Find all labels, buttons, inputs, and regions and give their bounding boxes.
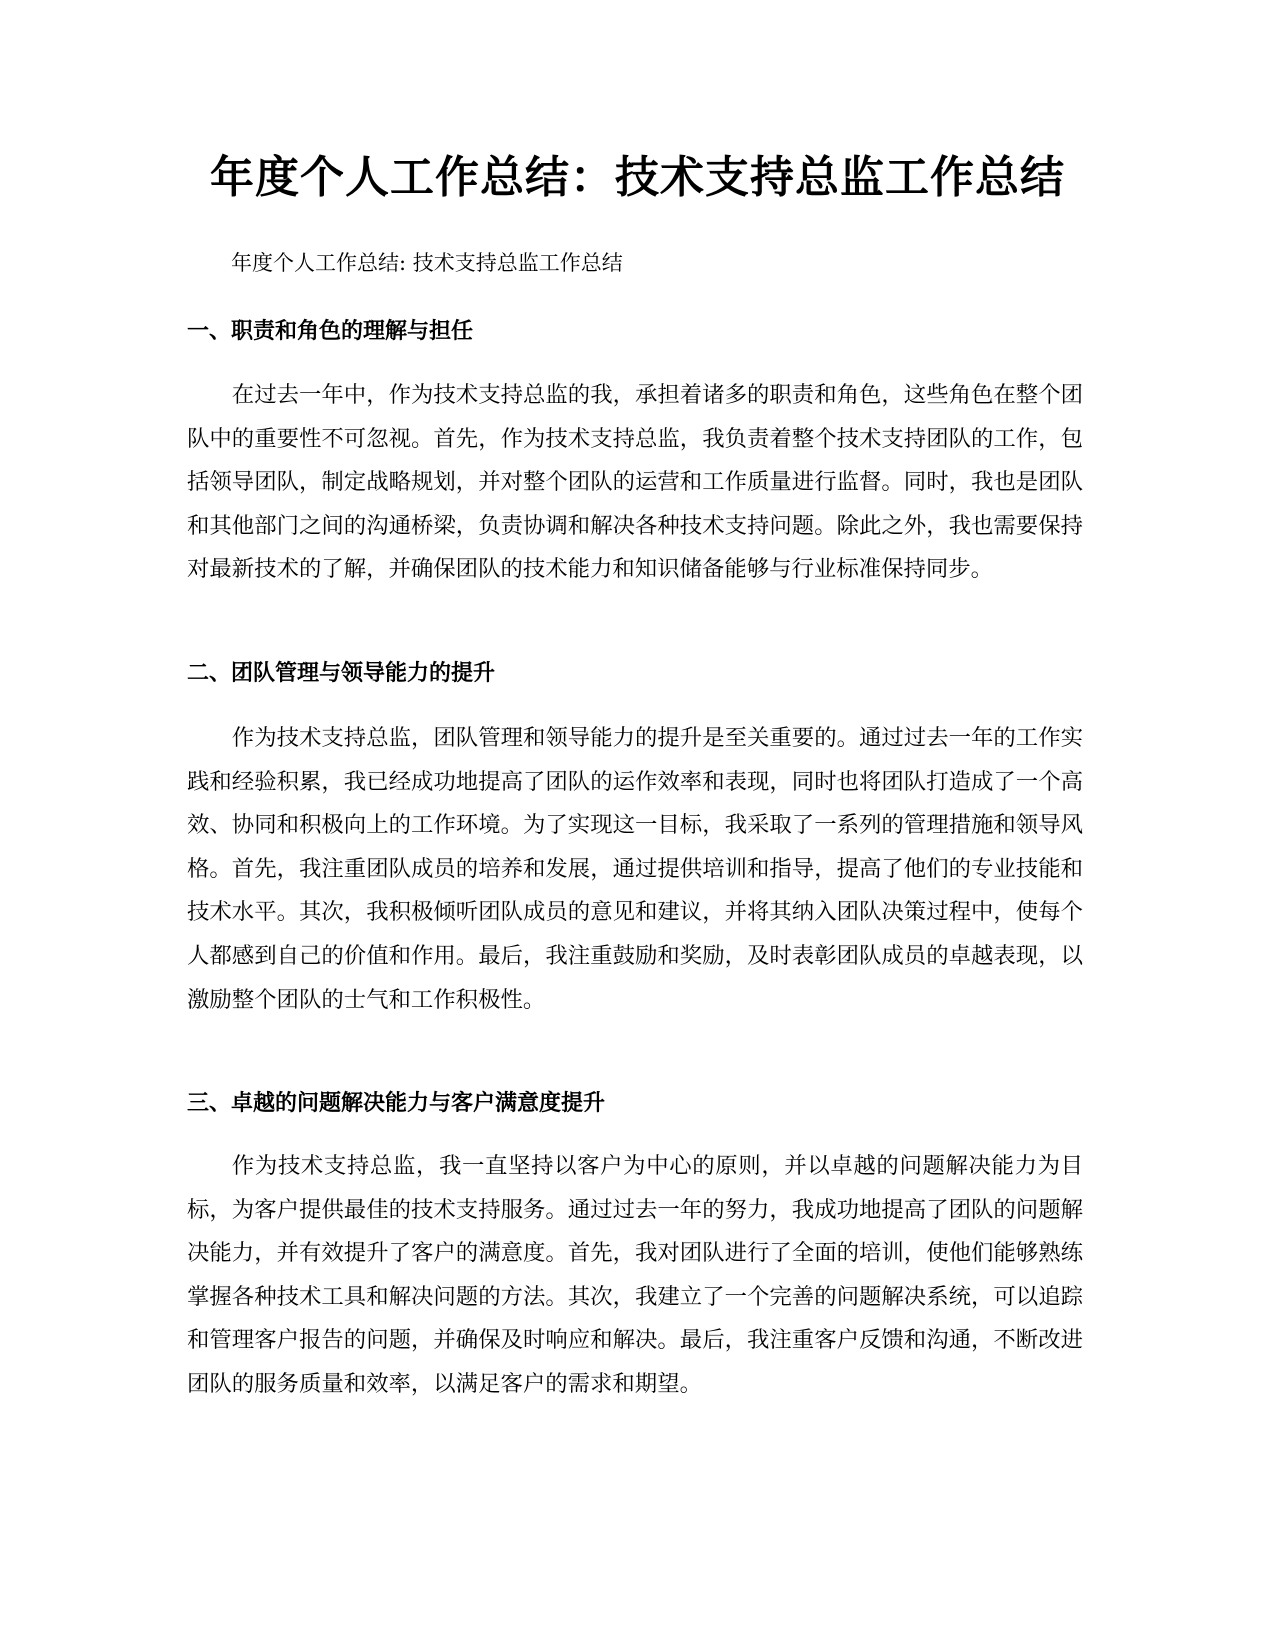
section-heading-3: 三、卓越的问题解决能力与客户满意度提升 <box>187 1091 606 1116</box>
section-heading-2: 二、团队管理与领导能力的提升 <box>187 661 496 686</box>
section-heading-1: 一、职责和角色的理解与担任 <box>187 319 474 344</box>
document-subtitle: 年度个人工作总结: 技术支持总监工作总结 <box>231 251 623 275</box>
document-title: 年度个人工作总结：技术支持总监工作总结 <box>210 152 1065 203</box>
section-body-3: 作为技术支持总监，我一直坚持以客户为中心的原则，并以卓越的问题解决能力为目标，为客户提供最佳的技术支持服务。通过过去一年的努力，我成功地提高了团队的问题解决能力，并有效提升了客户的满意度。首先，我对团队进行了全面的培训，使他们能够熟练掌握各种技术工具和解决问题的方法。其次，我建立了一个完善的问题解决系统，可以追踪和管理客户报告的问题，并确保及时响应和解决。最后，我注重客户反馈和沟通，不断改进团队的服务质量和效率，以满足客户的需求和期望。 <box>187 1153 1083 1397</box>
section-body-2: 作为技术支持总监，团队管理和领导能力的提升是至关重要的。通过过去一年的工作实践和经验积累，我已经成功地提高了团队的运作效率和表现，同时也将团队打造成了一个高效、协同和积极向上的工作环境。为了实现这一目标，我采取了一系列的管理措施和领导风格。首先，我注重团队成员的培养和发展，通过提供培训和指导，提高了他们的专业技能和技术水平。其次，我积极倾听团队成员的意见和建议，并将其纳入团队决策过程中，使每个人都感到自己的价值和作用。最后，我注重鼓励和奖励，及时表彰团队成员的卓越表现，以激励整个团队的士气和工作积极性。 <box>187 725 1083 1013</box>
section-body-1: 在过去一年中，作为技术支持总监的我，承担着诸多的职责和角色，这些角色在整个团队中的重要性不可忽视。首先，作为技术支持总监，我负责着整个技术支持团队的工作，包括领导团队，制定战略规划，并对整个团队的运营和工作质量进行监督。同时，我也是团队和其他部门之间的沟通桥梁，负责协调和解决各种技术支持问题。除此之外，我也需要保持对最新技术的了解，并确保团队的技术能力和知识储备能够与行业标准保持同步。 <box>187 382 1083 583</box>
